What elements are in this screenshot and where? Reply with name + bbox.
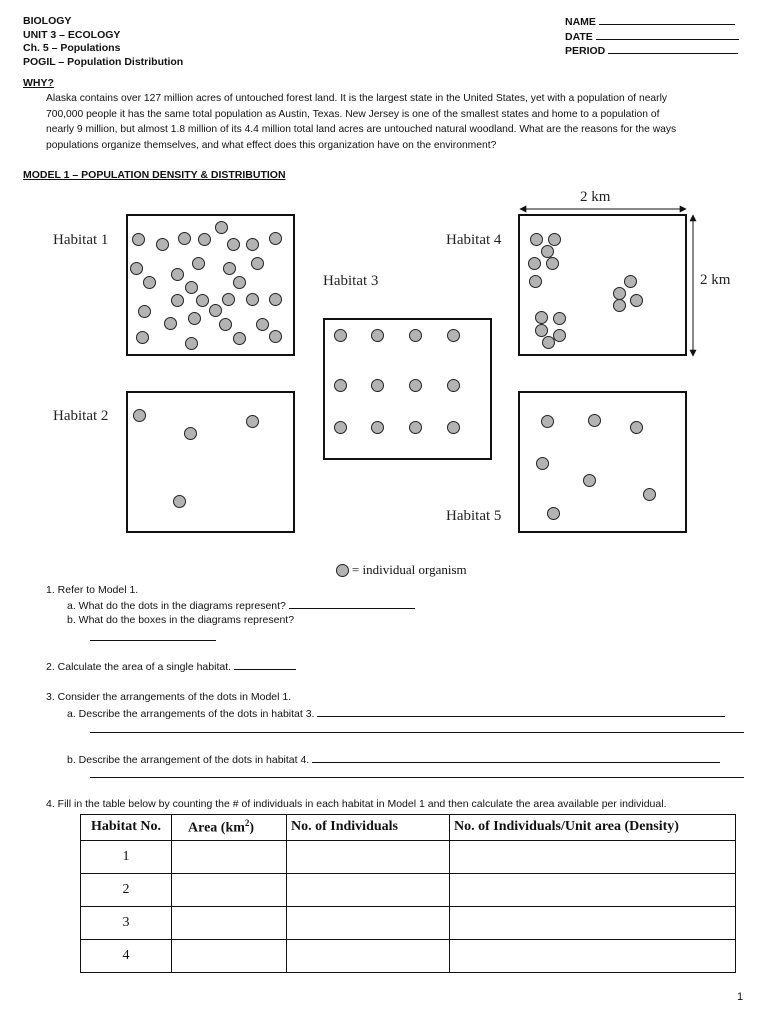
density-cell[interactable]	[450, 841, 736, 874]
width-label: 2 km	[580, 189, 611, 205]
organism-dot	[447, 421, 460, 434]
individuals-cell[interactable]	[287, 907, 450, 940]
legend-dot	[336, 564, 349, 577]
organism-dot	[630, 421, 643, 434]
organism-dot	[173, 495, 186, 508]
organism-dot	[371, 421, 384, 434]
organism-dot	[334, 421, 347, 434]
organism-dot	[198, 233, 211, 246]
organism-dot	[233, 332, 246, 345]
answer-line[interactable]	[234, 660, 296, 670]
organism-dot	[256, 318, 269, 331]
organism-dot	[409, 421, 422, 434]
organism-dot	[553, 312, 566, 325]
organism-dot	[528, 257, 541, 270]
organism-dot	[447, 379, 460, 392]
organism-dot	[246, 415, 259, 428]
organism-dot	[409, 329, 422, 342]
why-line: nearly 9 million, but almost 1.8 million of its 4.4 million total land acres are untouched natural woodland. What are the reasons for the ways	[46, 124, 677, 135]
organism-dot	[136, 331, 149, 344]
organism-dot	[171, 294, 184, 307]
question-1: 1. Refer to Model 1.	[46, 584, 139, 596]
organism-dot	[223, 262, 236, 275]
organism-dot	[269, 330, 282, 343]
habitat-1-label: Habitat 1	[53, 232, 109, 248]
organism-dot	[541, 415, 554, 428]
col-density: No. of Individuals/Unit area (Density)	[450, 815, 736, 841]
why-heading: WHY?	[23, 77, 54, 89]
model-heading: MODEL 1 – POPULATION DENSITY & DISTRIBUTION	[23, 169, 286, 181]
organism-dot	[548, 233, 561, 246]
organism-dot	[178, 232, 191, 245]
habitat-number: 1	[81, 841, 172, 874]
organism-dot	[269, 232, 282, 245]
organism-dot	[132, 233, 145, 246]
answer-line-1b[interactable]	[90, 631, 216, 646]
chapter-title: Ch. 5 – Populations	[23, 42, 121, 54]
habitat-number: 4	[81, 940, 172, 973]
organism-dot	[542, 336, 555, 349]
organism-dot	[233, 276, 246, 289]
area-cell[interactable]	[172, 940, 287, 973]
organism-dot	[185, 337, 198, 350]
organism-dot	[196, 294, 209, 307]
question-1b: b. What do the boxes in the diagrams represent?	[67, 614, 295, 626]
table-header-row	[81, 815, 736, 841]
organism-dot	[269, 293, 282, 306]
organism-dot	[630, 294, 643, 307]
individuals-cell[interactable]	[287, 940, 450, 973]
col-individuals: No. of Individuals	[287, 815, 450, 841]
organism-dot	[222, 293, 235, 306]
table-row	[81, 874, 736, 907]
answer-line[interactable]	[317, 707, 725, 717]
why-line: 700,000 people it has the same total population as Austin, Texas. New Jersey is one of the smallest states and home to a population of	[46, 108, 660, 120]
period-field[interactable]: PERIOD	[565, 44, 739, 59]
organism-dot	[583, 474, 596, 487]
organism-dot	[613, 299, 626, 312]
habitat-4-label: Habitat 4	[446, 232, 502, 248]
habitat-number: 3	[81, 907, 172, 940]
page-number: 1	[737, 991, 744, 1003]
table-row	[81, 841, 736, 874]
organism-dot	[171, 268, 184, 281]
habitat-3-label: Habitat 3	[323, 273, 379, 289]
organism-dot	[138, 305, 151, 318]
organism-dot	[188, 312, 201, 325]
organism-dot	[133, 409, 146, 422]
legend-text: = individual organism	[351, 562, 467, 577]
area-cell[interactable]	[172, 874, 287, 907]
individuals-cell[interactable]	[287, 874, 450, 907]
organism-dot	[164, 317, 177, 330]
organism-dot	[588, 414, 601, 427]
area-cell[interactable]	[172, 841, 287, 874]
table-row	[81, 907, 736, 940]
answer-line-3b[interactable]	[90, 768, 744, 783]
organism-dot	[227, 238, 240, 251]
organism-dot	[246, 238, 259, 251]
question-3: 3. Consider the arrangements of the dots in Model 1.	[46, 691, 292, 703]
habitat-number: 2	[81, 874, 172, 907]
answer-line[interactable]	[289, 599, 415, 609]
density-cell[interactable]	[450, 874, 736, 907]
density-cell[interactable]	[450, 940, 736, 973]
course-title: BIOLOGY	[23, 15, 72, 27]
organism-dot	[209, 304, 222, 317]
table-row	[81, 940, 736, 973]
why-line: populations organize themselves, and what effect does this organization have on the environment?	[46, 139, 497, 151]
organism-dot	[184, 427, 197, 440]
question-3a: a. Describe the arrangements of the dots in habitat 3.	[67, 707, 725, 722]
answer-line[interactable]	[312, 753, 720, 763]
organism-dot	[130, 262, 143, 275]
question-2: 2. Calculate the area of a single habitat.	[46, 660, 296, 675]
pogil-title: POGIL – Population Distribution	[23, 55, 184, 68]
organism-dot	[334, 329, 347, 342]
organism-dot	[529, 275, 542, 288]
date-field[interactable]: DATE	[565, 30, 739, 45]
habitat-2-label: Habitat 2	[53, 408, 109, 424]
organism-dot	[156, 238, 169, 251]
habitat-5-label: Habitat 5	[446, 508, 502, 524]
organism-dot	[643, 488, 656, 501]
organism-dot	[535, 311, 548, 324]
density-cell[interactable]	[450, 907, 736, 940]
organism-dot	[546, 257, 559, 270]
why-line: Alaska contains over 127 million acres of untouched forest land. It is the largest state in the United States, yet with a population of nearly	[46, 93, 668, 104]
name-field[interactable]: NAME	[565, 15, 739, 30]
legend	[336, 562, 467, 579]
organism-dot	[371, 379, 384, 392]
organism-dot	[547, 507, 560, 520]
organism-dot	[334, 379, 347, 392]
question-1a: a. What do the dots in the diagrams represent?	[67, 599, 415, 614]
question-4: 4. Fill in the table below by counting the # of individuals in each habitat in Model 1 and then calculate the area available per individual.	[46, 798, 667, 810]
density-table	[80, 814, 736, 973]
organism-dot	[536, 457, 549, 470]
individuals-cell[interactable]	[287, 841, 450, 874]
organism-dot	[215, 221, 228, 234]
organism-dot	[143, 276, 156, 289]
organism-dot	[553, 329, 566, 342]
organism-dot	[251, 257, 264, 270]
organism-dot	[219, 318, 232, 331]
unit-title: UNIT 3 – ECOLOGY	[23, 28, 121, 41]
height-label: 2 km	[700, 272, 731, 288]
col-area: Area $(km^2)$	[172, 815, 287, 841]
organism-dot	[535, 324, 548, 337]
organism-dot	[192, 257, 205, 270]
organism-dot	[371, 329, 384, 342]
question-3b: b. Describe the arrangement of the dots in habitat 4.	[67, 753, 720, 768]
organism-dot	[447, 329, 460, 342]
organism-dot	[185, 281, 198, 294]
organism-dot	[624, 275, 637, 288]
col-habitat-no: Habitat No.	[81, 815, 172, 841]
answer-line-3a[interactable]	[90, 723, 744, 738]
organism-dot	[246, 293, 259, 306]
organism-dot	[409, 379, 422, 392]
area-cell[interactable]	[172, 907, 287, 940]
organism-dot	[530, 233, 543, 246]
